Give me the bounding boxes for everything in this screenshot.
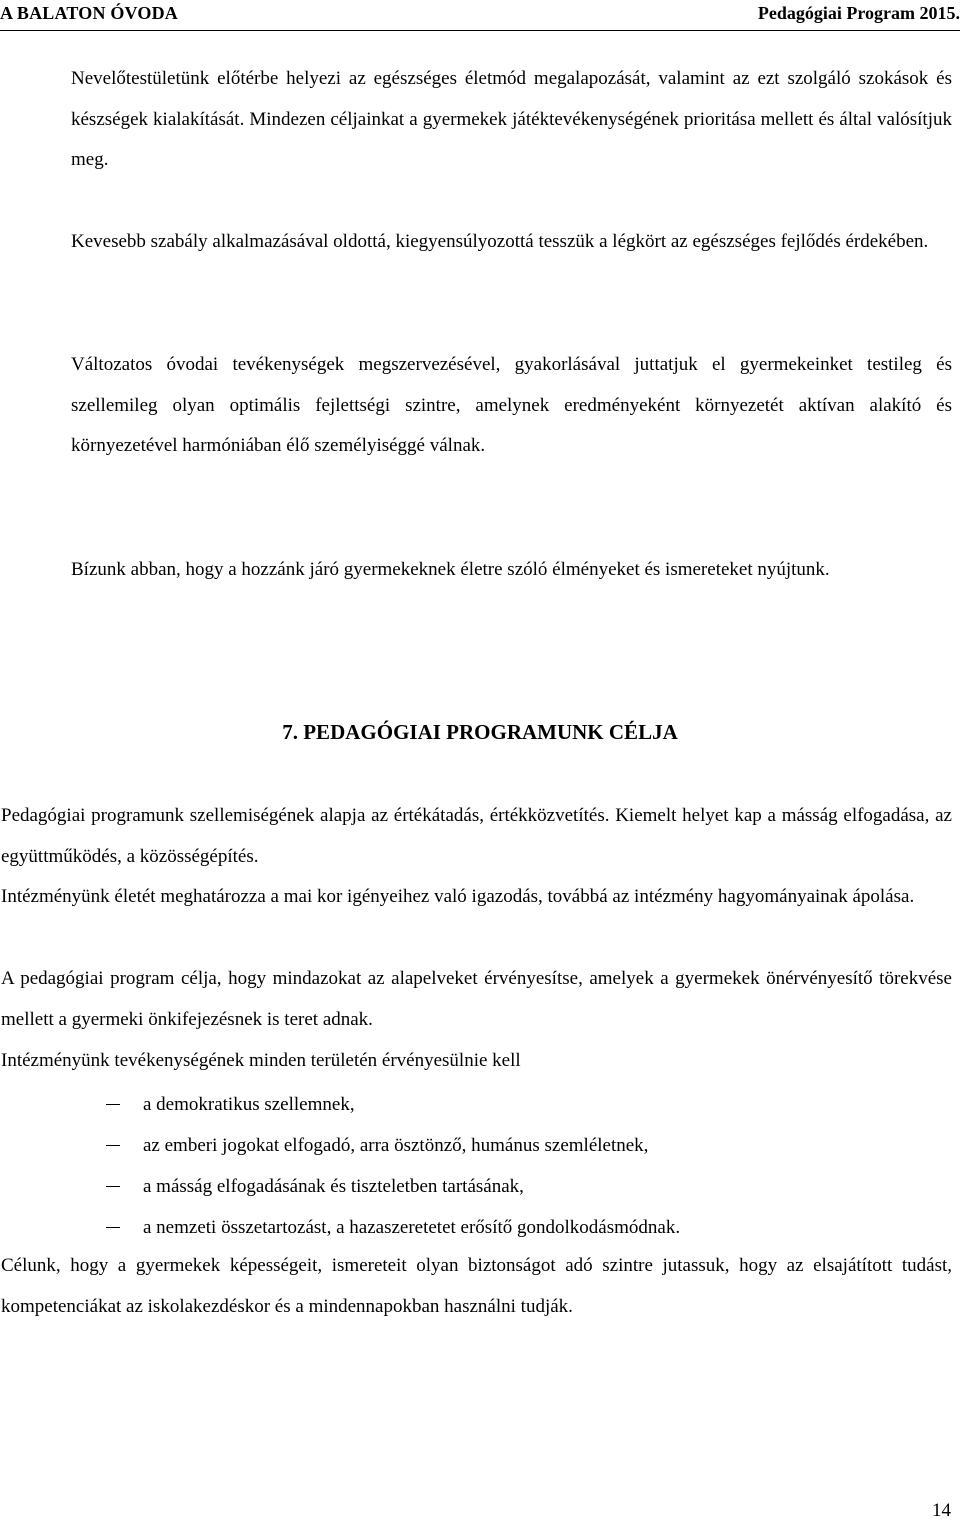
paragraph-our-aim: Célunk, hogy a gyermekek képességeit, ismereteit olyan biztonságot adó szintre jutassuk, hogy az elsajátított tudást, kompetenciákat az iskolakezdéskor és a mindennapokban használni tudják. xyxy=(1,1255,952,1317)
list-item xyxy=(0,1126,960,1167)
paragraph-program-spirit: Pedagógiai programunk szellemiségének alapja az értékátadás, értékközvetítés. Kiemelt helyet kap a másság elfogadása, az együttműködés, a közösségépítés. xyxy=(1,805,952,867)
values-list xyxy=(0,1085,960,1249)
dash-bullet-icon xyxy=(106,1104,120,1105)
list-item-text: a másság elfogadásának és tiszteletben tartásának, xyxy=(143,1176,524,1197)
dash-bullet-icon xyxy=(106,1186,120,1187)
list-item xyxy=(0,1208,960,1249)
page-header xyxy=(0,3,960,27)
list-item-text: az emberi jogokat elfogadó, arra ösztönző, humánus szemléletnek, xyxy=(143,1135,649,1156)
section-heading: 7. PEDAGÓGIAI PROGRAMUNK CÉLJA xyxy=(282,720,678,744)
page-number: 14 xyxy=(932,1500,951,1521)
paragraph-program-goal: A pedagógiai program célja, hogy mindazokat az alapelveket érvényesítse, amelyek a gyermekek önérvényesítő törekvése mellett a gyermeki önkifejezésnek is teret adnak. xyxy=(1,968,952,1030)
header-rule xyxy=(0,30,960,31)
header-document-title: Pedagógiai Program 2015. xyxy=(757,3,960,23)
paragraph-fewer-rules: Kevesebb szabály alkalmazásával oldottá, kiegyensúlyozottá tesszük a légkört az egészséges fejlődés érdekében. xyxy=(71,231,929,252)
paragraph-trust: Bízunk abban, hogy a hozzánk járó gyermekeknek életre szóló élményeket és ismereteket nyújtunk. xyxy=(71,559,830,580)
list-item xyxy=(0,1085,960,1126)
paragraph-institution-life: Intézményünk életét meghatározza a mai kor igényeihez való igazodás, továbbá az intézmény hagyományainak ápolása. xyxy=(1,886,915,907)
header-institution: A BALATON ÓVODA xyxy=(0,3,178,23)
list-item-text: a demokratikus szellemnek, xyxy=(143,1094,355,1115)
list-item-text: a nemzeti összetartozást, a hazaszeretetet erősítő gondolkodásmódnak. xyxy=(143,1217,681,1238)
dash-bullet-icon xyxy=(106,1145,120,1146)
dash-bullet-icon xyxy=(106,1227,120,1228)
paragraph-healthy-lifestyle: Nevelőtestületünk előtérbe helyezi az egészséges életmód megalapozását, valamint az ezt szolgáló szokások és készségek kialakítását. Mindezen céljainkat a gyermekek játéktevékenységének prioritása mellett és által valósítjuk meg. xyxy=(71,68,952,170)
list-item xyxy=(0,1167,960,1208)
paragraph-varied-activities: Változatos óvodai tevékenységek megszervezésével, gyakorlásával juttatjuk el gyermekeinket testileg és szellemileg olyan optimális fejlettségi szintre, amelynek eredményeként környezetét aktívan alakító és környezetével harmóniában élő személyiséggé válnak. xyxy=(71,354,952,456)
paragraph-must-prevail: Intézményünk tevékenységének minden területén érvényesülnie kell xyxy=(1,1050,521,1071)
